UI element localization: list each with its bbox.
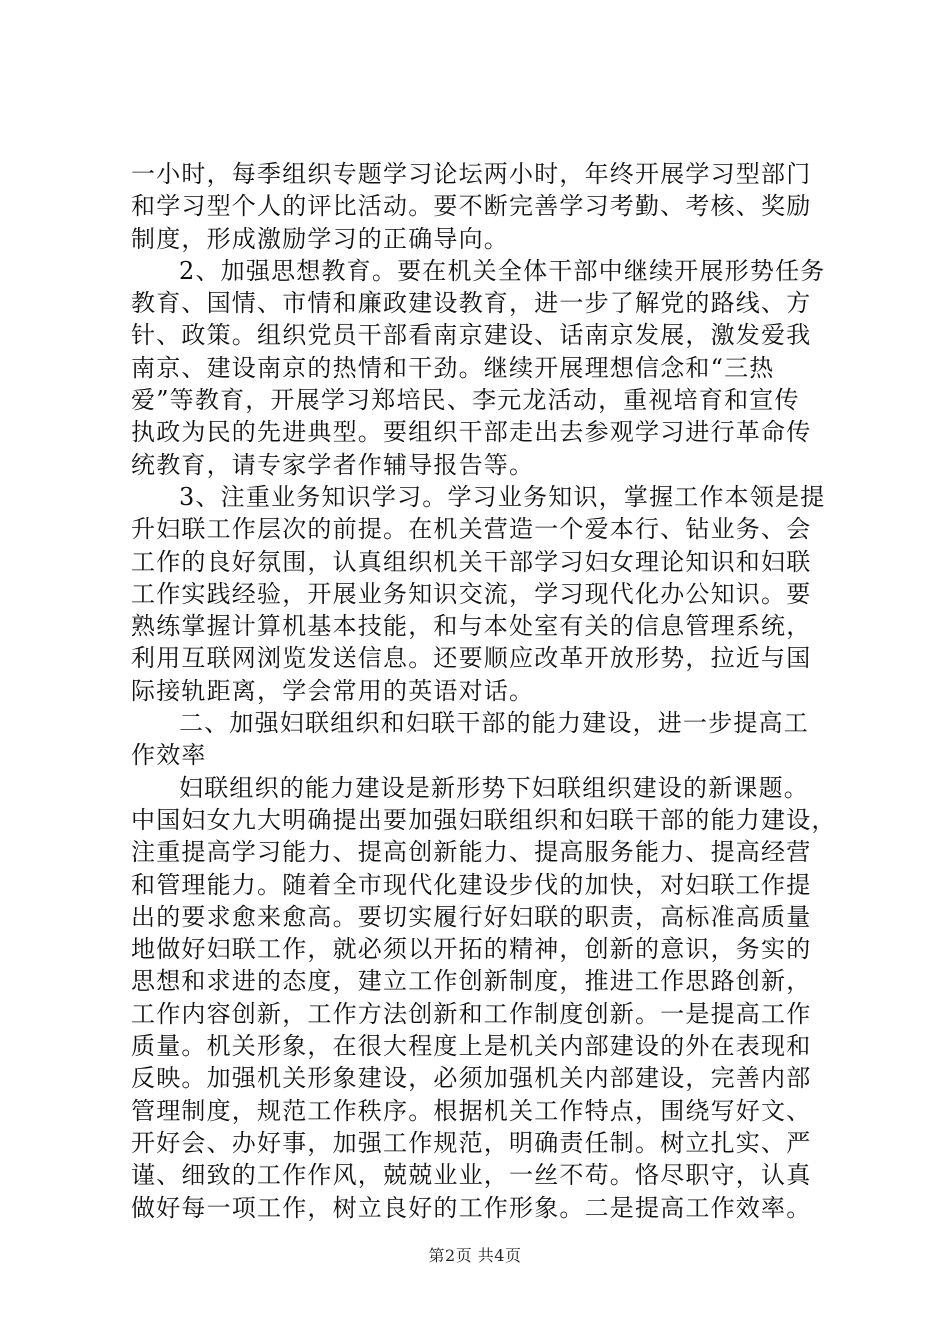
- text-line: 中国妇女九大明确提出要加强妇联组织和妇联干部的能力建设，: [131, 805, 837, 834]
- text-line: 统教育，请专家学者作辅导报告等。: [131, 450, 535, 479]
- text-line: 做好每一项工作，树立良好的工作形象。二是提高工作效率。: [131, 1193, 812, 1222]
- text-line: 南京、建设南京的热情和干劲。继续开展理想信念和“三热: [131, 353, 775, 382]
- text-line: 教育、国情、市情和廉政建设教育，进一步了解党的路线、方: [131, 289, 812, 318]
- text-line: 2、加强思想教育。要在机关全体干部中继续开展形势任务: [179, 256, 826, 285]
- text-line: 工作内容创新，工作方法创新和工作制度创新。一是提高工作: [131, 999, 812, 1028]
- text-line: 谨、细致的工作作风，兢兢业业，一丝不苟。恪尽职守，认真: [131, 1161, 812, 1190]
- text-line: 工作的良好氛围，认真组织机关干部学习妇女理论知识和妇联: [131, 547, 812, 576]
- text-line: 执政为民的先进典型。要组织干部走出去参观学习进行革命传: [131, 418, 812, 447]
- text-line: 注重提高学习能力、提高创新能力、提高服务能力、提高经营: [131, 838, 812, 867]
- text-line: 针、政策。组织党员干部看南京建设、话南京发展，激发爱我: [131, 321, 812, 350]
- text-line: 一小时，每季组织专题学习论坛两小时，年终开展学习型部门: [131, 160, 812, 188]
- page-number-footer: 第2页 共4页: [428, 1246, 522, 1265]
- text-line: 熟练掌握计算机基本技能，和与本处室有关的信息管理系统，: [131, 612, 812, 641]
- text-line: 工作实践经验，开展业务知识交流，学习现代化办公知识。要: [131, 579, 812, 608]
- text-line: 地做好妇联工作，就必须以开拓的精神，创新的意识，务实的: [131, 935, 812, 964]
- text-line: 利用互联网浏览发送信息。还要顺应改革开放形势，拉近与国: [131, 644, 812, 673]
- text-line: 思想和求进的态度，建立工作创新制度，推进工作思路创新，: [131, 967, 812, 996]
- text-line: 和管理能力。随着全市现代化建设步伐的加快，对妇联工作提: [131, 870, 812, 899]
- section-heading: 二、加强妇联组织和妇联干部的能力建设，进一步提高工: [179, 709, 809, 738]
- section-heading-continued: 作效率: [131, 741, 207, 770]
- text-line: 爱”等教育，开展学习郑培民、李元龙活动，重视培育和宣传: [131, 386, 800, 415]
- text-line: 和学习型个人的评比活动。要不断完善学习考勤、考核、奖励: [131, 192, 812, 221]
- text-line: 管理制度，规范工作秩序。根据机关工作特点，围绕写好文、: [131, 1096, 812, 1125]
- text-line: 际接轨距离，学会常用的英语对话。: [131, 676, 535, 705]
- text-line: 妇联组织的能力建设是新形势下妇联组织建设的新课题。: [179, 773, 809, 802]
- text-line: 质量。机关形象，在很大程度上是机关内部建设的外在表现和: [131, 1032, 812, 1061]
- text-line: 升妇联工作层次的前提。在机关营造一个爱本行、钻业务、会: [131, 515, 812, 544]
- text-line: 反映。加强机关形象建设，必须加强机关内部建设，完善内部: [131, 1064, 812, 1093]
- text-line: 出的要求愈来愈高。要切实履行好妇联的职责，高标准高质量: [131, 902, 812, 931]
- text-line: 3、注重业务知识学习。学习业务知识，掌握工作本领是提: [179, 482, 826, 511]
- text-line: 制度，形成激励学习的正确导向。: [131, 224, 509, 253]
- document-body: [131, 158, 837, 1224]
- text-line: 开好会、办好事，加强工作规范，明确责任制。树立扎实、严: [131, 1128, 812, 1157]
